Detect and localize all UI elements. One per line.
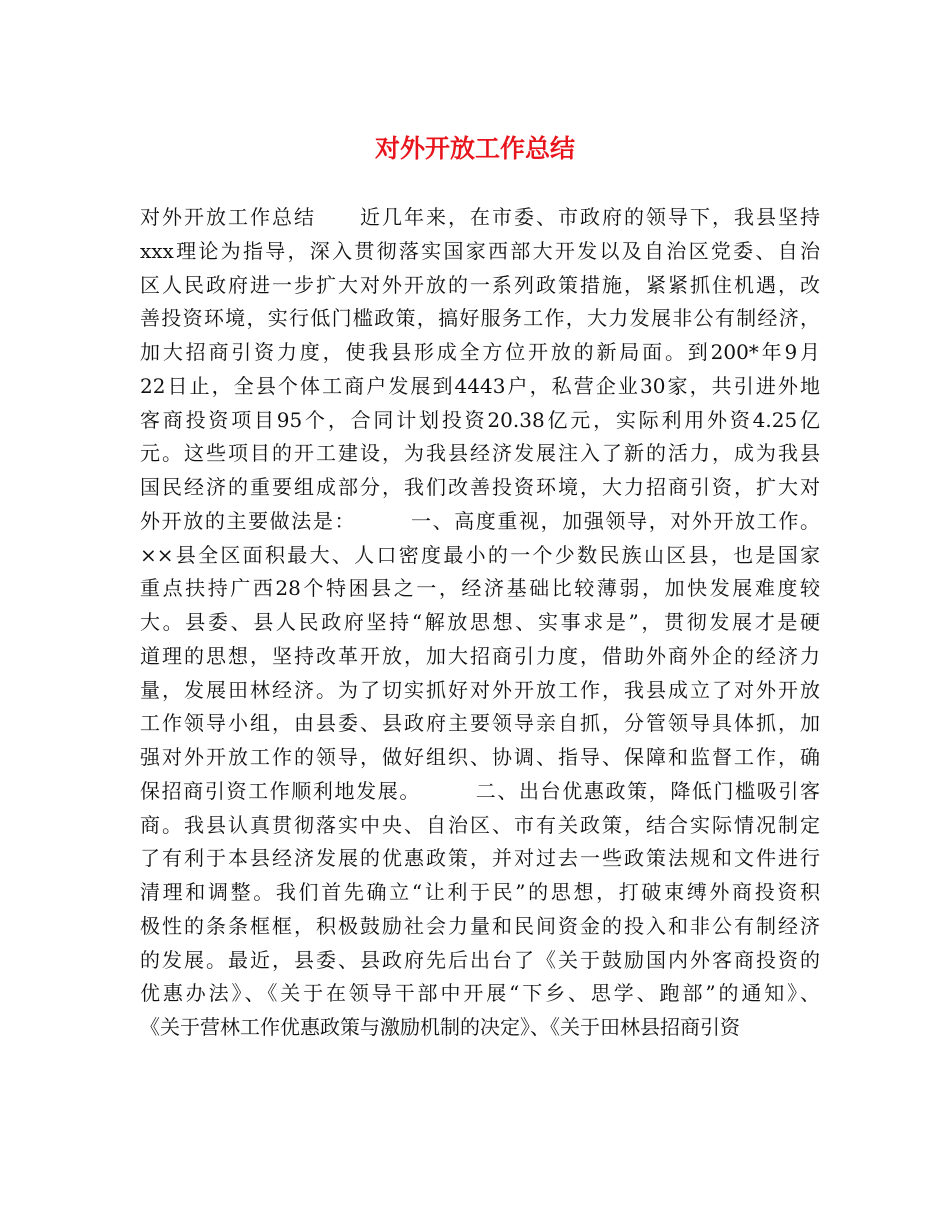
body-line: 了有利于本县经济发展的优惠政策，并对过去一些政策法规和文件进行: [140, 846, 820, 871]
body-line: 大。县委、县人民政府坚持“解放思想、实事求是”，贯彻发展才是硬: [140, 610, 820, 634]
body-line: 《关于营林工作优惠政策与激励机制的决定》、《关于田林县招商引资: [140, 1015, 740, 1039]
body-line: 重点扶持广西28个特困县之一，经济基础比较薄弱，加快发展难度较: [140, 576, 820, 601]
body-line: 客商投资项目95个，合同计划投资20.38亿元，实际利用外资4.25亿: [140, 407, 820, 432]
body-line: 区人民政府进一步扩大对外开放的一系列政策措施，紧紧抓住机遇，改: [140, 272, 820, 297]
body-line: 善投资环境，实行低门槛政策，搞好服务工作，大力发展非公有制经济，: [140, 306, 820, 331]
body-line: 22日止，全县个体工商户发展到4443户，私营企业30家，共引进外地: [140, 373, 820, 398]
body-line: 的发展。最近，县委、县政府先后出台了《关于鼓励国内外客商投资的: [140, 947, 820, 972]
body-line: 量，发展田林经济。为了切实抓好对外开放工作，我县成立了对外开放: [140, 677, 820, 702]
body-line: 保招商引资工作顺利地发展。 二、出台优惠政策，降低门槛吸引客: [140, 778, 820, 803]
body-line: 外开放的主要做法是： 一、高度重视，加强领导，对外开放工作。: [140, 508, 820, 533]
body-line: 加大招商引资力度，使我县形成全方位开放的新局面。到200*年9月: [140, 340, 820, 364]
body-line: 工作领导小组，由县委、县政府主要领导亲自抓，分管领导具体抓，加: [140, 711, 820, 736]
body-line: ××县全区面积最大、人口密度最小的一个少数民族山区县，也是国家: [140, 542, 820, 567]
body-line: 对外开放工作总结 近几年来，在市委、市政府的领导下，我县坚持: [140, 205, 820, 229]
body-line: 清理和调整。我们首先确立“让利于民”的思想，打破束缚外商投资积: [140, 880, 820, 904]
body-line: 道理的思想，坚持改革开放，加大招商引力度，借助外商外企的经济力: [140, 643, 820, 668]
body-line: 商。我县认真贯彻落实中央、自治区、市有关政策，结合实际情况制定: [140, 812, 820, 837]
body-line: 优惠办法》、《关于在领导干部中开展“下乡、思学、跑部”的通知》、: [140, 981, 820, 1006]
body-line: xxx理论为指导，深入贯彻落实国家西部大开发以及自治区党委、自治: [140, 238, 820, 263]
body-line: 强对外开放工作的领导，做好组织、协调、指导、保障和监督工作，确: [140, 745, 820, 769]
document-body: [140, 201, 820, 1045]
body-line: 元。这些项目的开工建设，为我县经济发展注入了新的活力，成为我县: [140, 441, 820, 466]
document-title: 对外开放工作总结: [374, 134, 575, 163]
body-line: 极性的条条框框，积极鼓励社会力量和民间资金的投入和非公有制经济: [140, 913, 820, 938]
body-line: 国民经济的重要组成部分，我们改善投资环境，大力招商引资，扩大对: [140, 475, 820, 499]
